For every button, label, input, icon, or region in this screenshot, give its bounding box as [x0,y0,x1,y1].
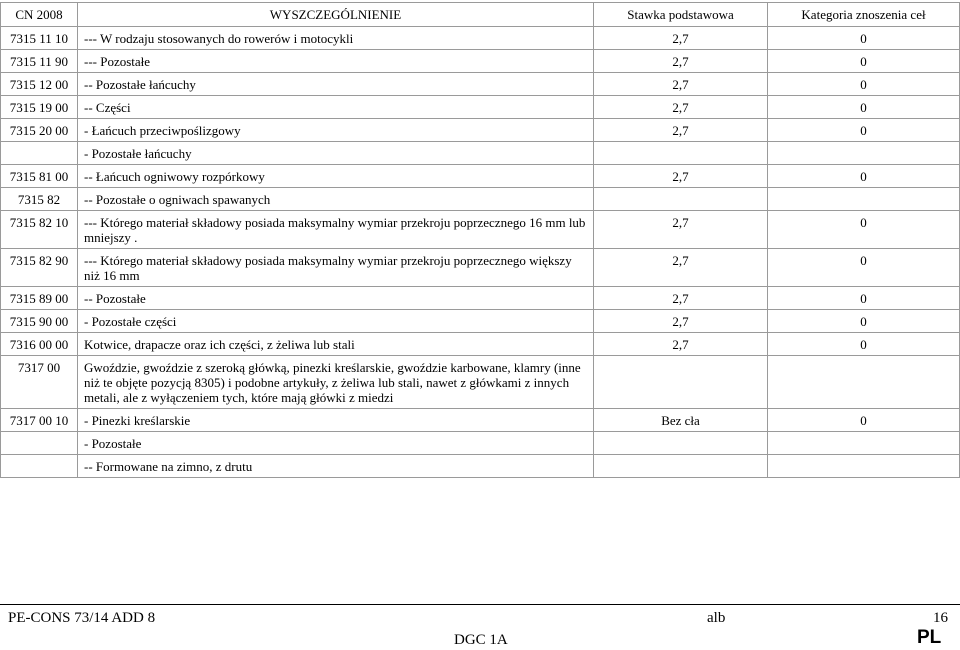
cn-code: 7315 11 10 [1,27,78,50]
category: 0 [768,333,960,356]
category [768,142,960,165]
table-row [1,432,960,455]
category [768,432,960,455]
base-rate: 2,7 [594,287,768,310]
footer-dgc: DGC 1A [454,632,508,648]
category: 0 [768,249,960,287]
table-row [1,96,960,119]
cn-code: 7315 90 00 [1,310,78,333]
table-row [1,211,960,249]
cn-code: 7315 82 [1,188,78,211]
table-row [1,287,960,310]
cn-code: 7317 00 10 [1,409,78,432]
footer-language: PL [917,627,942,648]
footer-doc-ref: PE-CONS 73/14 ADD 8 [8,610,156,626]
cn-code: 7315 81 00 [1,165,78,188]
table-row [1,27,960,50]
base-rate: 2,7 [594,249,768,287]
description: - Pozostałe [78,432,594,455]
tariff-table [0,2,960,478]
table-row [1,119,960,142]
category: 0 [768,287,960,310]
base-rate [594,188,768,211]
category [768,455,960,478]
category: 0 [768,96,960,119]
footer-initials: alb [707,610,726,626]
description: -- Pozostałe łańcuchy [78,73,594,96]
base-rate: 2,7 [594,119,768,142]
category: 0 [768,310,960,333]
table-row [1,310,960,333]
category: 0 [768,50,960,73]
category: 0 [768,165,960,188]
description: - Pozostałe części [78,310,594,333]
footer-divider [0,604,960,605]
description: --- Którego materiał składowy posiada maksymalny wymiar przekroju poprzecznego większy niż 16 mm [78,249,594,287]
description: Kotwice, drapacze oraz ich części, z żeliwa lub stali [78,333,594,356]
category: 0 [768,211,960,249]
category [768,356,960,409]
cn-code: 7315 12 00 [1,73,78,96]
cn-code: 7315 82 90 [1,249,78,287]
description: - Pinezki kreślarskie [78,409,594,432]
cn-code: 7315 11 90 [1,50,78,73]
header-cn: CN 2008 [1,3,78,27]
table-header-row [1,3,960,27]
table-row [1,333,960,356]
cn-code: 7316 00 00 [1,333,78,356]
base-rate: 2,7 [594,96,768,119]
cn-code: 7315 89 00 [1,287,78,310]
table-row [1,409,960,432]
category: 0 [768,73,960,96]
description: Gwoździe, gwoździe z szeroką główką, pinezki kreślarskie, gwoździe karbowane, klamry (inne niż te objęte pozycją 8305) i podobne artykuły, z żeliwa lub stali, nawet z główkami z innych metali, ale z wyłączeniem tych, które mają główki z miedzi [78,356,594,409]
base-rate: 2,7 [594,310,768,333]
category: 0 [768,409,960,432]
description: -- Pozostałe o ogniwach spawanych [78,188,594,211]
description: --- Którego materiał składowy posiada maksymalny wymiar przekroju poprzecznego 16 mm lub mniejszy . [78,211,594,249]
table-row [1,142,960,165]
table-row [1,356,960,409]
description: --- Pozostałe [78,50,594,73]
header-category: Kategoria znoszenia ceł [768,3,960,27]
footer-page-number: 16 [933,610,948,626]
description: - Pozostałe łańcuchy [78,142,594,165]
header-base-rate: Stawka podstawowa [594,3,768,27]
description: - Łańcuch przeciwpoślizgowy [78,119,594,142]
category: 0 [768,27,960,50]
cn-code: 7317 00 [1,356,78,409]
table-row [1,188,960,211]
table-row [1,455,960,478]
cn-code [1,432,78,455]
base-rate: 2,7 [594,211,768,249]
description: -- Formowane na zimno, z drutu [78,455,594,478]
base-rate [594,142,768,165]
base-rate: 2,7 [594,165,768,188]
cn-code: 7315 82 10 [1,211,78,249]
cn-code: 7315 19 00 [1,96,78,119]
cn-code: 7315 20 00 [1,119,78,142]
description: -- Łańcuch ogniwowy rozpórkowy [78,165,594,188]
category [768,188,960,211]
cn-code [1,142,78,165]
description: -- Części [78,96,594,119]
description: -- Pozostałe [78,287,594,310]
base-rate: 2,7 [594,27,768,50]
table-row [1,165,960,188]
header-description: WYSZCZEGÓLNIENIE [78,3,594,27]
base-rate [594,432,768,455]
table-row [1,50,960,73]
base-rate [594,356,768,409]
base-rate: 2,7 [594,333,768,356]
base-rate: Bez cła [594,409,768,432]
table-row [1,249,960,287]
cn-code [1,455,78,478]
base-rate: 2,7 [594,50,768,73]
base-rate: 2,7 [594,73,768,96]
description: --- W rodzaju stosowanych do rowerów i motocykli [78,27,594,50]
base-rate [594,455,768,478]
category: 0 [768,119,960,142]
table-row [1,73,960,96]
